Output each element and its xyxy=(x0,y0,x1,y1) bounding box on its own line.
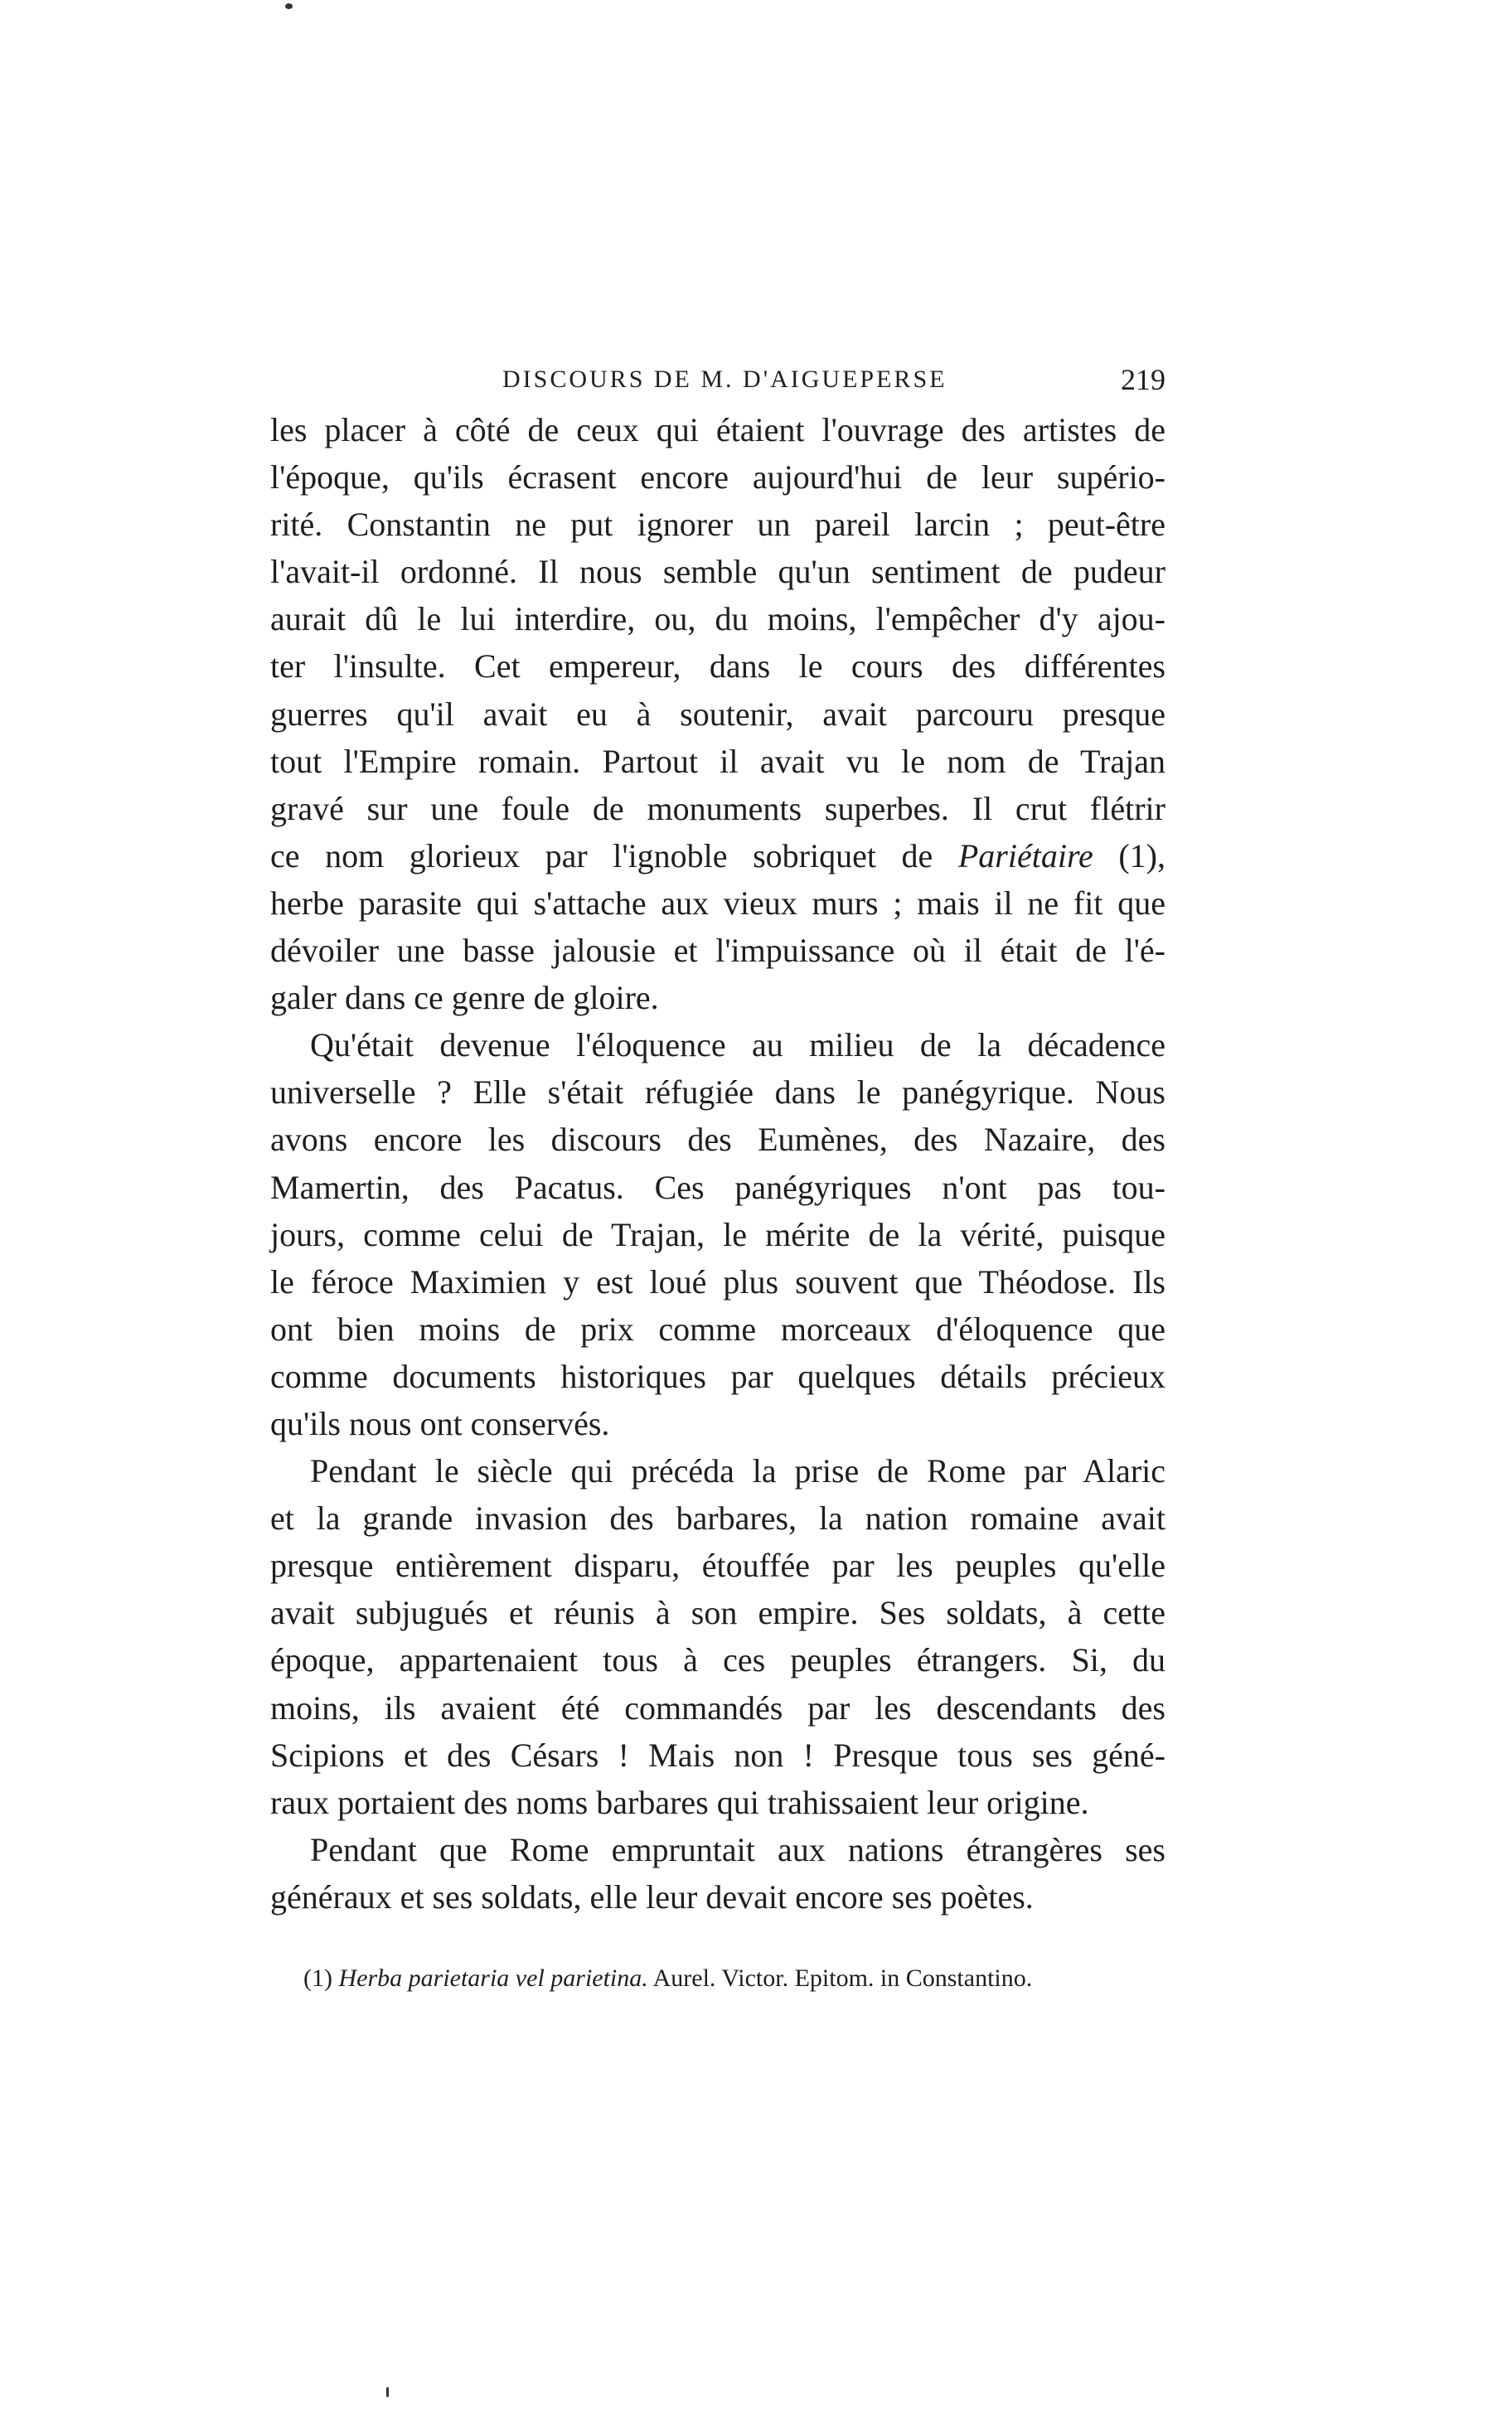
running-title: DISCOURS DE M. D'AIGUEPERSE xyxy=(502,366,947,393)
footnote-marker: (1) xyxy=(303,1964,339,1992)
text-line: gravé sur une foule de monuments superbes. Il crut flétrir xyxy=(270,789,1166,827)
footnote-reference: (1), xyxy=(1093,836,1166,874)
text-line: les placer à côté de ceux qui étaient l'ouvrage des artistes de xyxy=(270,411,1166,448)
footnote-citation: Aurel. Victor. Epitom. in Constantino. xyxy=(647,1964,1033,1992)
text-line: dévoiler une basse jalousie et l'impuissance où il était de l'é- xyxy=(270,932,1166,970)
text-line: avons encore les discours des Eumènes, des Nazaire, des xyxy=(270,1121,1166,1159)
text-line: raux portaient des noms barbares qui trahissaient leur origine. xyxy=(270,1783,1089,1821)
text-fragment: ce nom glorieux par l'ignoble sobriquet de xyxy=(270,836,958,874)
text-line: Pendant que Rome empruntait aux nations étrangères ses xyxy=(310,1830,1166,1868)
text-line: ont bien moins de prix comme morceaux d'éloquence que xyxy=(270,1310,1166,1348)
text-line: avait subjugués et réunis à son empire. Ses soldats, à cette xyxy=(270,1594,1166,1632)
text-line: généraux et ses soldats, elle leur devait encore ses poètes. xyxy=(270,1877,1034,1916)
text-line: Scipions et des Césars ! Mais non ! Presque tous ses géné- xyxy=(270,1736,1166,1774)
text-line: presque entièrement disparu, étouffée par les peuples qu'elle xyxy=(270,1547,1166,1585)
text-line: moins, ils avaient été commandés par les descendants des xyxy=(270,1688,1166,1727)
text-line: l'avait-il ordonné. Il nous semble qu'un sentiment de pudeur xyxy=(270,553,1166,591)
text-line: Mamertin, des Pacatus. Ces panégyriques n'ont pas tou- xyxy=(270,1168,1166,1206)
text-line: jours, comme celui de Trajan, le mérite de la vérité, puisque xyxy=(270,1215,1166,1253)
text-line: l'époque, qu'ils écrasent encore aujourd'hui de leur supério- xyxy=(270,458,1166,497)
text-line: le féroce Maximien y est loué plus souvent que Théodose. Ils xyxy=(270,1262,1166,1301)
text-line-with-italic xyxy=(270,832,1166,879)
text-line: comme documents historiques par quelques détails précieux xyxy=(270,1357,1166,1395)
scan-speck xyxy=(386,2387,389,2397)
text-line: aurait dû le lui interdire, ou, du moins, l'empêcher d'y ajou- xyxy=(270,600,1166,638)
italic-term: Pariétaire xyxy=(957,836,1093,874)
page-number: 219 xyxy=(1121,363,1166,396)
text-line: universelle ? Elle s'était réfugiée dans le panégyrique. Nous xyxy=(270,1073,1166,1112)
scan-speck xyxy=(285,3,293,9)
text-line: rité. Constantin ne put ignorer un pareil larcin ; peut-être xyxy=(270,506,1166,544)
text-line: guerres qu'il avait eu à soutenir, avait parcouru presque xyxy=(270,695,1166,733)
text-line: qu'ils nous ont conservés. xyxy=(270,1404,610,1442)
footnote-italic: Herba parietaria vel parietina. xyxy=(338,1964,648,1992)
text-line: Qu'était devenue l'éloquence au milieu de la décadence xyxy=(310,1026,1166,1064)
text-line: tout l'Empire romain. Partout il avait vu le nom de Trajan xyxy=(270,742,1166,780)
text-line: époque, appartenaient tous à ces peuples étrangers. Si, du xyxy=(270,1641,1166,1679)
page-header xyxy=(270,355,1166,404)
text-line: ter l'insulte. Cet empereur, dans le cours des différentes xyxy=(270,647,1166,685)
footnote xyxy=(303,1958,1166,1999)
text-line: et la grande invasion des barbares, la nation romaine avait xyxy=(270,1499,1166,1538)
text-line: herbe parasite qui s'attache aux vieux murs ; mais il ne fit que xyxy=(270,884,1166,922)
text-line: galer dans ce genre de gloire. xyxy=(270,979,659,1017)
body-text xyxy=(270,406,1166,1921)
text-line: Pendant le siècle qui précéda la prise de Rome par Alaric xyxy=(310,1452,1166,1490)
